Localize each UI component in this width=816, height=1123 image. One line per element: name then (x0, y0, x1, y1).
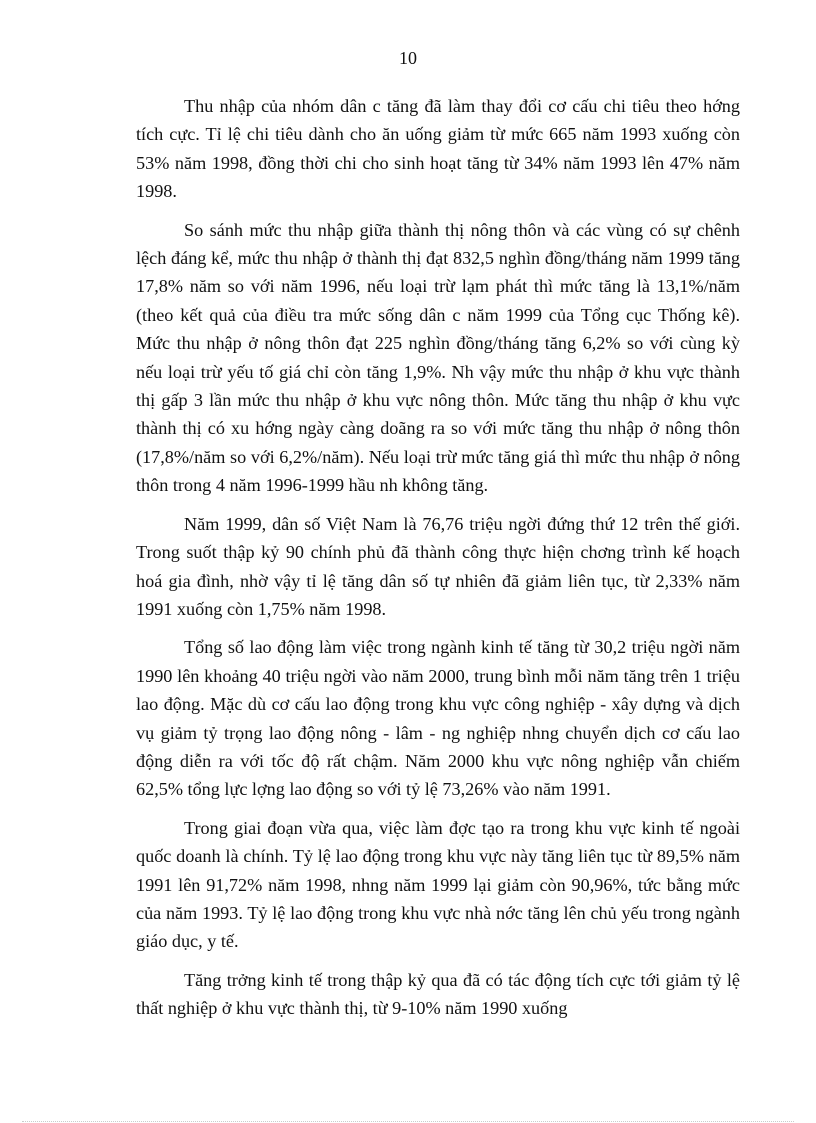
paragraph-urban-rural-income: So sánh mức thu nhập giữa thành thị nông thôn và các vùng có sự chênh lệch đáng kể, mức thu nhập ở thành thị đạt 832,5 nghìn đồng/tháng năm 1999 tăng 17,8% năm so với năm 1996, nếu loại trừ lạm phát thì mức tăng là 13,1%/năm (theo kết quả của điều tra mức sống dân c năm 1999 của Tổng cục Thống kê). Mức thu nhập ở nông thôn đạt 225 nghìn đồng/tháng tăng 6,2% so với cùng kỳ nếu loại trừ yếu tố giá chỉ còn tăng 1,9%. Nh vậy mức thu nhập ở khu vực thành thị gấp 3 lần mức thu nhập ở khu vực nông thôn. Mức tăng thu nhập ở khu vực thành thị có xu hớng ngày càng doãng ra so với mức tăng thu nhập ở nông thôn (17,8%/năm so với 6,2%/năm). Nếu loại trừ mức tăng giá thì mức thu nhập ở nông thôn trong 4 năm 1996-1999 hầu nh không tăng. (136, 219, 740, 496)
page-number: 10 (399, 48, 417, 68)
page-bottom-divider (22, 1121, 794, 1122)
paragraph-population: Năm 1999, dân số Việt Nam là 76,76 triệu ngời đứng thứ 12 trên thế giới. Trong suốt thập kỷ 90 chính phủ đã thành công thực hiện chơng trình kế hoạch hoá gia đình, nhờ vậy tỉ lệ tăng dân số tự nhiên đã giảm liên tục, từ 2,33% năm 1991 xuống còn 1,75% năm 1998. (136, 513, 740, 619)
paragraph-income-spending: Thu nhập của nhóm dân c tăng đã làm thay đổi cơ cấu chi tiêu theo hớng tích cực. Tỉ lệ chi tiêu dành cho ăn uống giảm từ mức 665 năm 1993 xuống còn 53% năm 1998, đồng thời chi cho sinh hoạt tăng từ 34% năm 1993 lên 47% năm 1998. (136, 96, 740, 202)
paragraph-employment-sectors: Trong giai đoạn vừa qua, việc làm đợc tạo ra trong khu vực kinh tế ngoài quốc doanh là chính. Tỷ lệ lao động trong khu vực này tăng liên tục từ 89,5% năm 1991 lên 91,72% năm 1998, nhng năm 1999 lại giảm còn 90,96%, tức bằng mức của năm 1993. Tỷ lệ lao động trong khu vực nhà nớc tăng lên chủ yếu trong ngành giáo dục, y tế. (136, 817, 740, 952)
document-body (136, 92, 740, 1034)
paragraph-labor-force: Tổng số lao động làm việc trong ngành kinh tế tăng từ 30,2 triệu ngời năm 1990 lên khoảng 40 triệu ngời vào năm 2000, trung bình mỗi năm tăng trên 1 triệu lao động. Mặc dù cơ cấu lao động trong khu vực công nghiệp - xây dựng và dịch vụ giảm tỷ trọng lao động nông - lâm - ng nghiệp nhng chuyển dịch cơ cấu lao động diễn ra với tốc độ rất chậm. Năm 2000 khu vực nông nghiệp vẫn chiếm 62,5% tổng lực lợng lao động so với tỷ lệ 73,26% vào năm 1991. (136, 637, 740, 800)
paragraph-unemployment: Tăng trởng kinh tế trong thập kỷ qua đã có tác động tích cực tới giảm tỷ lệ thất nghiệp ở khu vực thành thị, từ 9-10% năm 1990 xuống (136, 969, 740, 1019)
